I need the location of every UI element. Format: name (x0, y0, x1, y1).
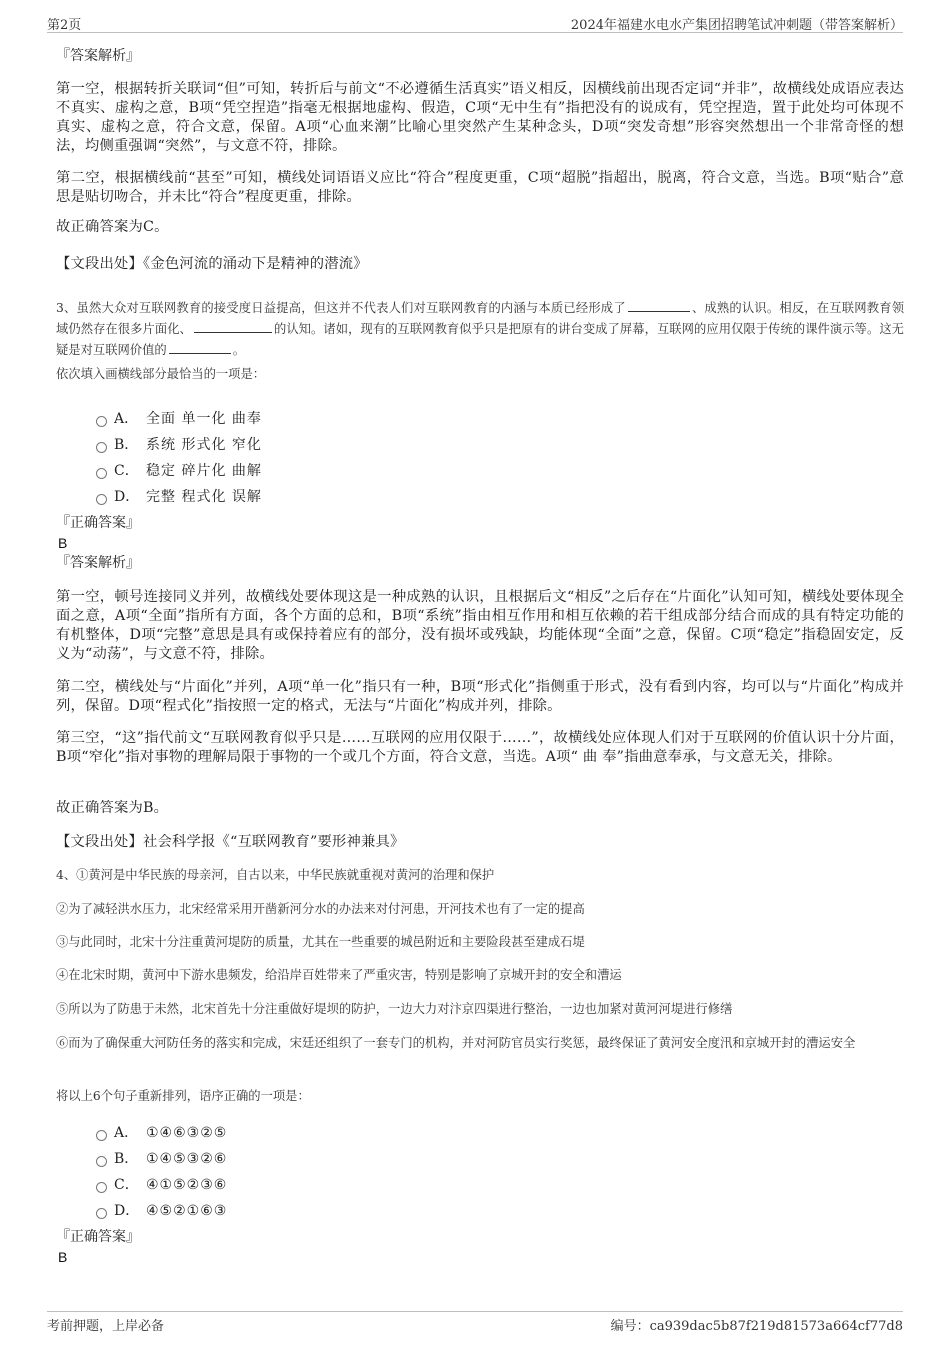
fill-blank (169, 341, 231, 354)
radio-icon[interactable] (96, 494, 107, 505)
q2-conclusion: 故正确答案为C。 (56, 219, 169, 235)
document-title: 2024年福建水电水产集团招聘笔试冲刺题（带答案解析） (570, 18, 903, 33)
document-id: 编号：ca939dac5b87f219d81573a664cf77d8 (610, 1319, 903, 1334)
q3-conclusion: 故正确答案为B。 (56, 800, 169, 816)
q4-sentence-6: ⑥而为了确保重大河防任务的落实和完成，宋廷还组织了一套专门的机构，并对河防官员实行奖惩，最终保证了黄河安全度汛和京城开封的漕运安全 (56, 1036, 856, 1050)
q3-analysis-p3: 第三空，“这”指代前文“互联网教育似乎只是……互联网的应用仅限于……”，故横线处应体现人们对于互联网的价值认识十分片面，B项“窄化”指对事物的理解局限于事物的一个或几个方面，符合文意，当选。A项“ 曲 奉”指曲意奉承，与文意无关，排除。 (56, 730, 904, 765)
q4-option-a[interactable]: A． ①④⑥③②⑤ (96, 1120, 904, 1146)
fill-blank (194, 320, 272, 333)
q3-option-d[interactable]: D． 完整 程式化 误解 (96, 484, 904, 510)
q4-correct-title: 『正确答案』 (56, 1229, 140, 1245)
q3-option-b[interactable]: B． 系统 形式化 窄化 (96, 432, 904, 458)
q3-analysis-p1: 第一空，顿号连接同义并列，故横线处要体现这是一种成熟的认识，且根据后文“相反”之后存在“片面化”认知可知，横线处要体现全面之意，A项“全面”指所有方面，各个方面的总和，B项“系统”指由相互作用和相互依赖的若干组成部分结合而成的具有特定功能的有机整体，D项“完整”意思是具有或保持着应有的部分，没有损坏或残缺，均能体现“全面”之意，保留。C项“稳定”指稳固安定，反义为“动荡”，与文意不符，排除。 (56, 589, 904, 662)
q4-option-c[interactable]: C． ④①⑤②③⑥ (96, 1172, 904, 1198)
q4-option-b[interactable]: B． ①④⑤③②⑥ (96, 1146, 904, 1172)
q4-options (96, 1120, 904, 1224)
q4-prompt: 将以上6个句子重新排列，语序正确的一项是： (56, 1089, 310, 1103)
radio-icon[interactable] (96, 1208, 107, 1219)
radio-icon[interactable] (96, 1130, 107, 1141)
q2-analysis-p2: 第二空，根据横线前“甚至”可知，横线处词语语义应比“符合”程度更重，C项“超脱”指超出，脱离，符合文意，当选。B项“贴合”意思是贴切吻合，并未比“符合”程度更重，排除。 (56, 170, 904, 205)
q4-sentence-3: ③与此同时，北宋十分注重黄河堤防的质量，尤其在一些重要的城邑附近和主要险段甚至建成石堤 (56, 935, 585, 949)
q4-correct-answer: B (58, 1249, 68, 1265)
q3-option-a[interactable]: A． 全面 单一化 曲奉 (96, 406, 904, 432)
radio-icon[interactable] (96, 1182, 107, 1193)
radio-icon[interactable] (96, 1156, 107, 1167)
page-header (47, 12, 903, 33)
q4-sentence-1: 4、①黄河是中华民族的母亲河，自古以来，中华民族就重视对黄河的治理和保护 (56, 868, 495, 882)
q3-options (96, 406, 904, 510)
q2-source: 【文段出处】《金色河流的涌动下是精神的潜流》 (56, 256, 368, 272)
q4-sentence-4: ④在北宋时期，黄河中下游水患频发，给沿岸百姓带来了严重灾害，特别是影响了京城开封的安全和漕运 (56, 968, 622, 982)
q3-correct-title: 『正确答案』 (56, 515, 140, 531)
q2-analysis-p1: 第一空，根据转折关联词“但”可知，转折后与前文“不必遵循生活真实”语义相反，因横线前出现否定词“并非”，故横线处成语应表达不真实、虚构之意，B项“凭空捏造”指毫无根据地虚构、假造，C项“无中生有”指把没有的说成有，凭空捏造，置于此处均可体现不真实、虚构之意，符合文意，保留。A项“心血来潮”比喻心里突然产生某种念头，D项“突发奇想”形容突然想出一个非常奇怪的想法，均侧重强调“突然”，与文意不符，排除。 (56, 81, 904, 154)
q3-correct-answer: B (58, 535, 68, 551)
q3-option-c[interactable]: C． 稳定 碎片化 曲解 (96, 458, 904, 484)
radio-icon[interactable] (96, 442, 107, 453)
radio-icon[interactable] (96, 416, 107, 427)
q4-option-d[interactable]: D． ④⑤②①⑥③ (96, 1198, 904, 1224)
radio-icon[interactable] (96, 468, 107, 479)
q4-sentence-2: ②为了减轻洪水压力，北宋经常采用开凿新河分水的办法来对付河患，开河技术也有了一定的提高 (56, 902, 585, 916)
page-footer (47, 1311, 903, 1334)
q3-analysis-title: 『答案解析』 (56, 555, 140, 571)
q3-source: 【文段出处】社会科学报《“互联网教育”要形神兼具》 (56, 834, 405, 850)
q2-analysis-title: 『答案解析』 (56, 48, 140, 64)
fill-blank (628, 299, 690, 312)
q3-analysis-p2: 第二空，横线处与“片面化”并列，A项“单一化”指只有一种，B项“形式化”指侧重于形式，没有看到内容，均可以与“片面化”构成并列，保留。D项“程式化”指按照一定的格式，无法与“片面化”构成并列，排除。 (56, 679, 904, 714)
q3-prompt: 依次填入画横线部分最恰当的一项是： (56, 367, 266, 381)
footer-slogan: 考前押题，上岸必备 (47, 1319, 165, 1334)
q3-question-text: 3、虽然大众对互联网教育的接受度日益提高，但这并不代表人们对互联网教育的内涵与本质已经形成了 、成熟的认识。相反，在互联网教育领域仍然存在很多片面化、 的认知。诸如，现有的互联网教育似乎只是把原有的讲台变成了屏幕，互联网的应用仅限于传统的课件演示等。这无疑是对互联网价值的 。 (56, 301, 904, 357)
q4-sentence-5: ⑤所以为了防患于未然，北宋首先十分注重做好堤坝的防护，一边大力对汴京四渠进行整治，一边也加紧对黄河河堤进行修缮 (56, 1002, 733, 1016)
page-number: 第2页 (47, 18, 82, 33)
